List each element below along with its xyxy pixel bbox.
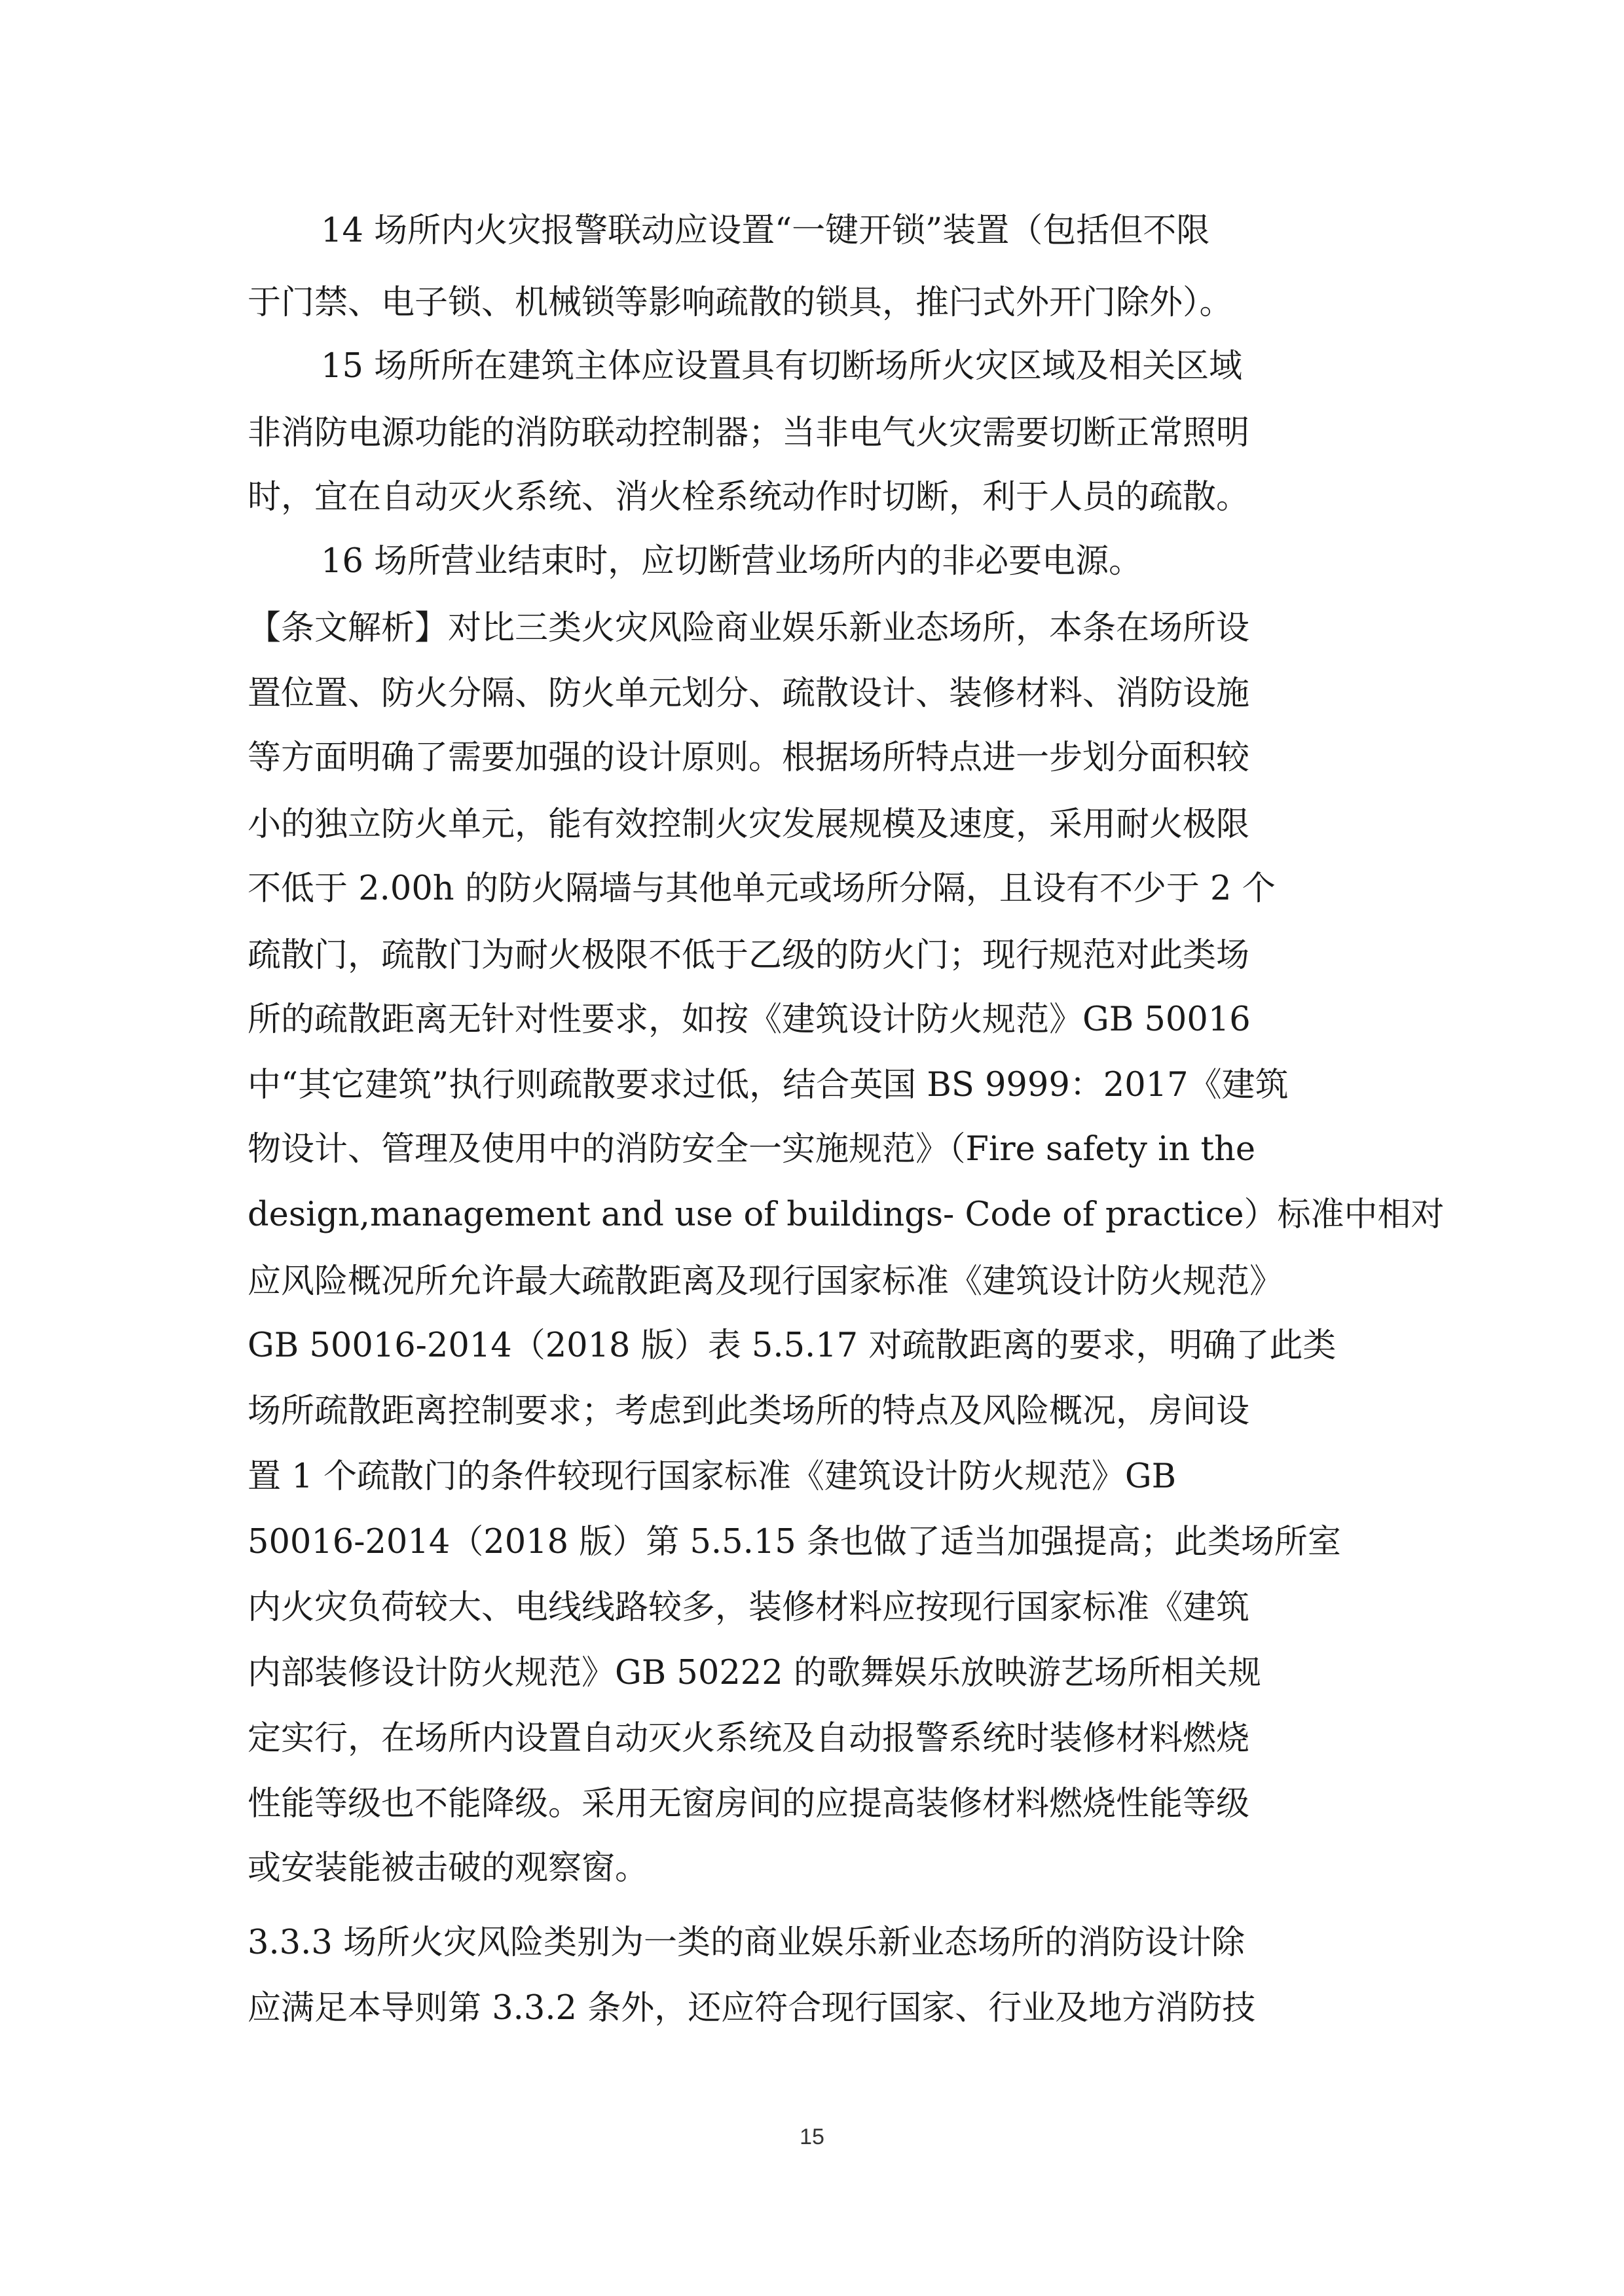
explanation-line-15: 50016-2014（2018 版）第 5.5.15 条也做了适当加强提高；此类场所室 [248,1523,1341,1561]
explanation-line-6: 疏散门，疏散门为耐火极限不低于乙级的防火门；现行规范对此类场 [248,936,1250,975]
explanation-line-12: GB 50016-2014（2018 版）表 5.5.17 对疏散距离的要求，明确了此类 [248,1326,1337,1365]
explanation-line-8: 中“其它建筑”执行则疏散要求过低，结合英国 BS 9999：2017《建筑 [248,1066,1289,1104]
item-16-line-1: 16 场所营业结束时，应切断营业场所内的非必要电源。 [321,542,1143,581]
explanation-line-7: 所的疏散距离无针对性要求，如按《建筑设计防火规范》GB 50016 [248,1000,1251,1039]
explanation-line-16: 内火灾负荷较大、电线线路较多，装修材料应按现行国家标准《建筑 [248,1588,1250,1627]
page-number: 15 [800,2124,824,2149]
explanation-line-10: design,management and use of buildings- Code of practice）标准中相对 [248,1195,1445,1234]
item-15-line-1: 15 场所所在建筑主体应设置具有切断场所火灾区域及相关区域 [321,347,1243,386]
explanation-line-13: 场所疏散距离控制要求；考虑到此类场所的特点及风险概况，房间设 [248,1392,1250,1430]
explanation-line-9: 物设计、管理及使用中的消防安全一实施规范》（Fire safety in the [248,1130,1256,1169]
item-15-line-2: 非消防电源功能的消防联动控制器；当非电气火灾需要切断正常照明 [248,414,1250,452]
explanation-line-18: 定实行，在场所内设置自动灭火系统及自动报警系统时装修材料燃烧 [248,1719,1250,1758]
explanation-line-3: 等方面明确了需要加强的设计原则。根据场所特点进一步划分面积较 [248,738,1250,777]
explanation-line-1: 【条文解析】对比三类火灾风险商业娱乐新业态场所，本条在场所设 [248,609,1250,647]
item-14-line-2: 于门禁、电子锁、机械锁等影响疏散的锁具，推闩式外开门除外）。 [248,283,1233,322]
explanation-line-20: 或安装能被击破的观察窗。 [248,1849,649,1887]
item-14-line-1: 14 场所内火灾报警联动应设置“一键开锁”装置（包括但不限 [321,211,1210,250]
explanation-line-11: 应风险概况所允许最大疏散距离及现行国家标准《建筑设计防火规范》 [248,1262,1283,1301]
explanation-line-17: 内部装修设计防火规范》GB 50222 的歌舞娱乐放映游艺场所相关规 [248,1654,1261,1692]
item-15-line-3: 时，宜在自动灭火系统、消火栓系统动作时切断，利于人员的疏散。 [248,478,1250,517]
explanation-line-4: 小的独立防火单元，能有效控制火灾发展规模及速度，采用耐火极限 [248,805,1250,844]
explanation-line-19: 性能等级也不能降级。采用无窗房间的应提高装修材料燃烧性能等级 [248,1785,1250,1823]
explanation-line-14: 置 1 个疏散门的条件较现行国家标准《建筑设计防火规范》GB [248,1457,1177,1496]
clause-3-3-3-line-2: 应满足本导则第 3.3.2 条外，还应符合现行国家、行业及地方消防技 [248,1989,1256,2028]
clause-3-3-3-line-1: 3.3.3 场所火灾风险类别为一类的商业娱乐新业态场所的消防设计除 [248,1923,1245,1962]
explanation-line-5: 不低于 2.00h 的防火隔墙与其他单元或场所分隔，且设有不少于 2 个 [248,869,1276,908]
explanation-line-2: 置位置、防火分隔、防火单元划分、疏散设计、装修材料、消防设施 [248,674,1250,713]
